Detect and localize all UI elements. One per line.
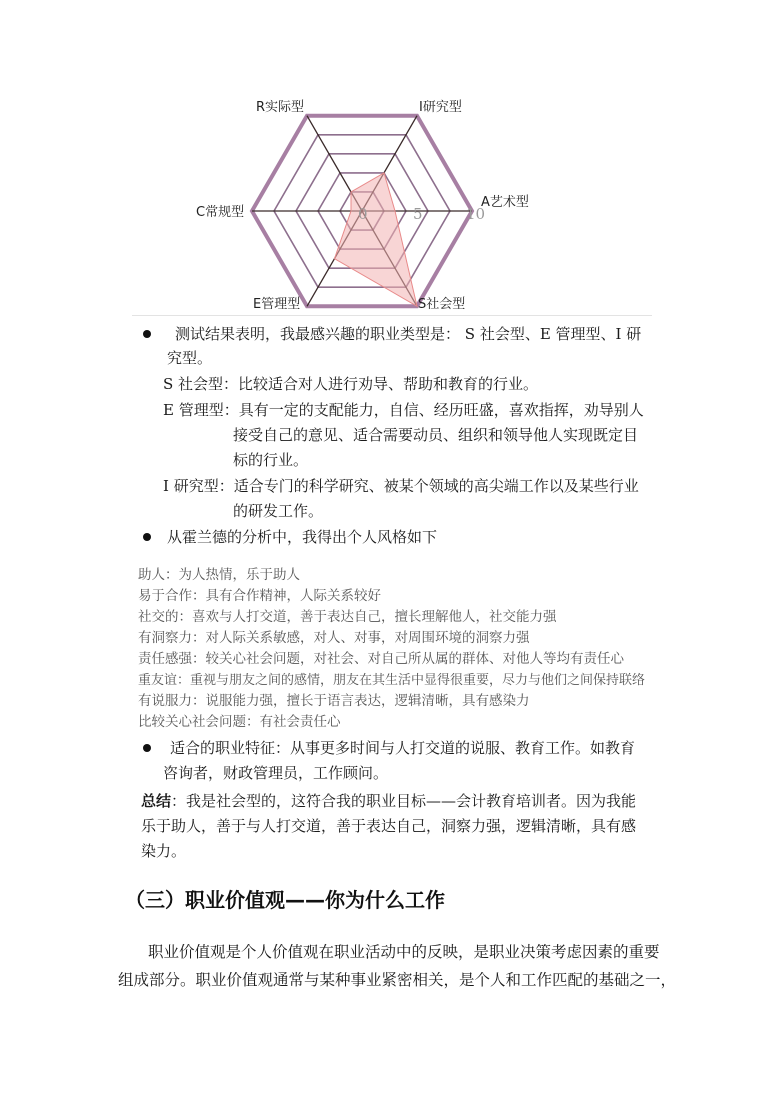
- summary-line3: 染力。: [141, 842, 187, 860]
- e-type-desc-line1: E 管理型：具有一定的支配能力，自信、经历旺盛，喜欢指挥，劝导别人: [163, 401, 644, 419]
- result-bullet-line1: 测试结果表明，我最感兴趣的职业类型是： S 社会型、E 管理型、I 研: [175, 325, 642, 343]
- bullet-dot: [143, 330, 151, 338]
- e-type-desc-line3: 标的行业。: [233, 451, 309, 469]
- e-type-desc-line2: 接受自己的意见、适合需要动员、组织和领导他人实现既定目: [233, 426, 639, 444]
- trait-item: 有洞察力：对人际关系敏感，对人、对事，对周围环境的洞察力强: [138, 630, 530, 646]
- trait-item: 责任感强：较关心社会问题，对社会、对自己所从属的群体、对他人等均有责任心: [138, 651, 624, 667]
- radar-label-e: E管理型: [253, 297, 301, 312]
- section-heading: （三）职业价值观——你为什么工作: [125, 888, 445, 912]
- trait-item: 有说服力：说服能力强，擅长于语言表达，逻辑清晰，具有感染力: [138, 693, 530, 709]
- trait-item: 重友谊：重视与朋友之间的感情，朋友在其生活中显得很重要，尽力与他们之间保持联络: [138, 673, 646, 688]
- bullet-dot: [143, 533, 151, 541]
- s-type-desc: S 社会型：比较适合对人进行劝导、帮助和教育的行业。: [163, 375, 539, 393]
- result-bullet-line2: 究型。: [167, 349, 213, 367]
- summary-line2: 乐于助人，善于与人打交道，善于表达自己，洞察力强，逻辑清晰，具有感: [141, 817, 637, 835]
- trait-item: 社交的：喜欢与人打交道，善于表达自己，擅长理解他人，社交能力强: [138, 609, 557, 625]
- radar-label-r: R实际型: [256, 100, 305, 115]
- style-intro: 从霍兰德的分析中，我得出个人风格如下: [167, 528, 438, 546]
- radar-label-c: C常规型: [196, 205, 245, 220]
- bullet-dot: [143, 744, 151, 752]
- radar-tick-label: 0: [358, 205, 368, 223]
- i-type-desc-line1: I 研究型：适合专门的科学研究、被某个领域的高尖端工作以及某些行业: [163, 477, 639, 495]
- radar-label-i: I研究型: [419, 100, 462, 115]
- summary-text: ：我是社会型的，这符合我的职业目标——会计教育培训者。因为我能: [171, 792, 637, 810]
- career-line1: 适合的职业特征：从事更多时间与人打交道的说服、教育工作。如教育: [170, 739, 636, 757]
- radar-data-area: [335, 173, 418, 306]
- radar-label-a: A艺术型: [481, 195, 529, 210]
- i-type-desc-line2: 的研发工作。: [233, 502, 324, 520]
- trait-item: 易于合作：具有合作精神，人际关系较好: [138, 588, 381, 604]
- radar-label-s: S社会型: [418, 297, 466, 312]
- section-para-line1: 职业价值观是个人价值观在职业活动中的反映，是职业决策考虑因素的重要: [148, 943, 660, 961]
- summary-label: 总结: [141, 792, 172, 810]
- career-line2: 咨询者，财政管理员，工作顾问。: [163, 764, 389, 782]
- section-para-line2: 组成部分。职业价值观通常与某种事业紧密相关，是个人和工作匹配的基础之一，: [118, 971, 677, 989]
- trait-item: 比较关心社会问题：有社会责任心: [138, 714, 341, 730]
- radar-tick-label: 5: [413, 205, 423, 223]
- chart-separator: [132, 315, 652, 316]
- radar-svg: [0, 0, 774, 320]
- radar-tick-label: 10: [466, 205, 486, 223]
- trait-item: 助人：为人热情，乐于助人: [138, 567, 300, 583]
- summary-line1: [141, 789, 636, 813]
